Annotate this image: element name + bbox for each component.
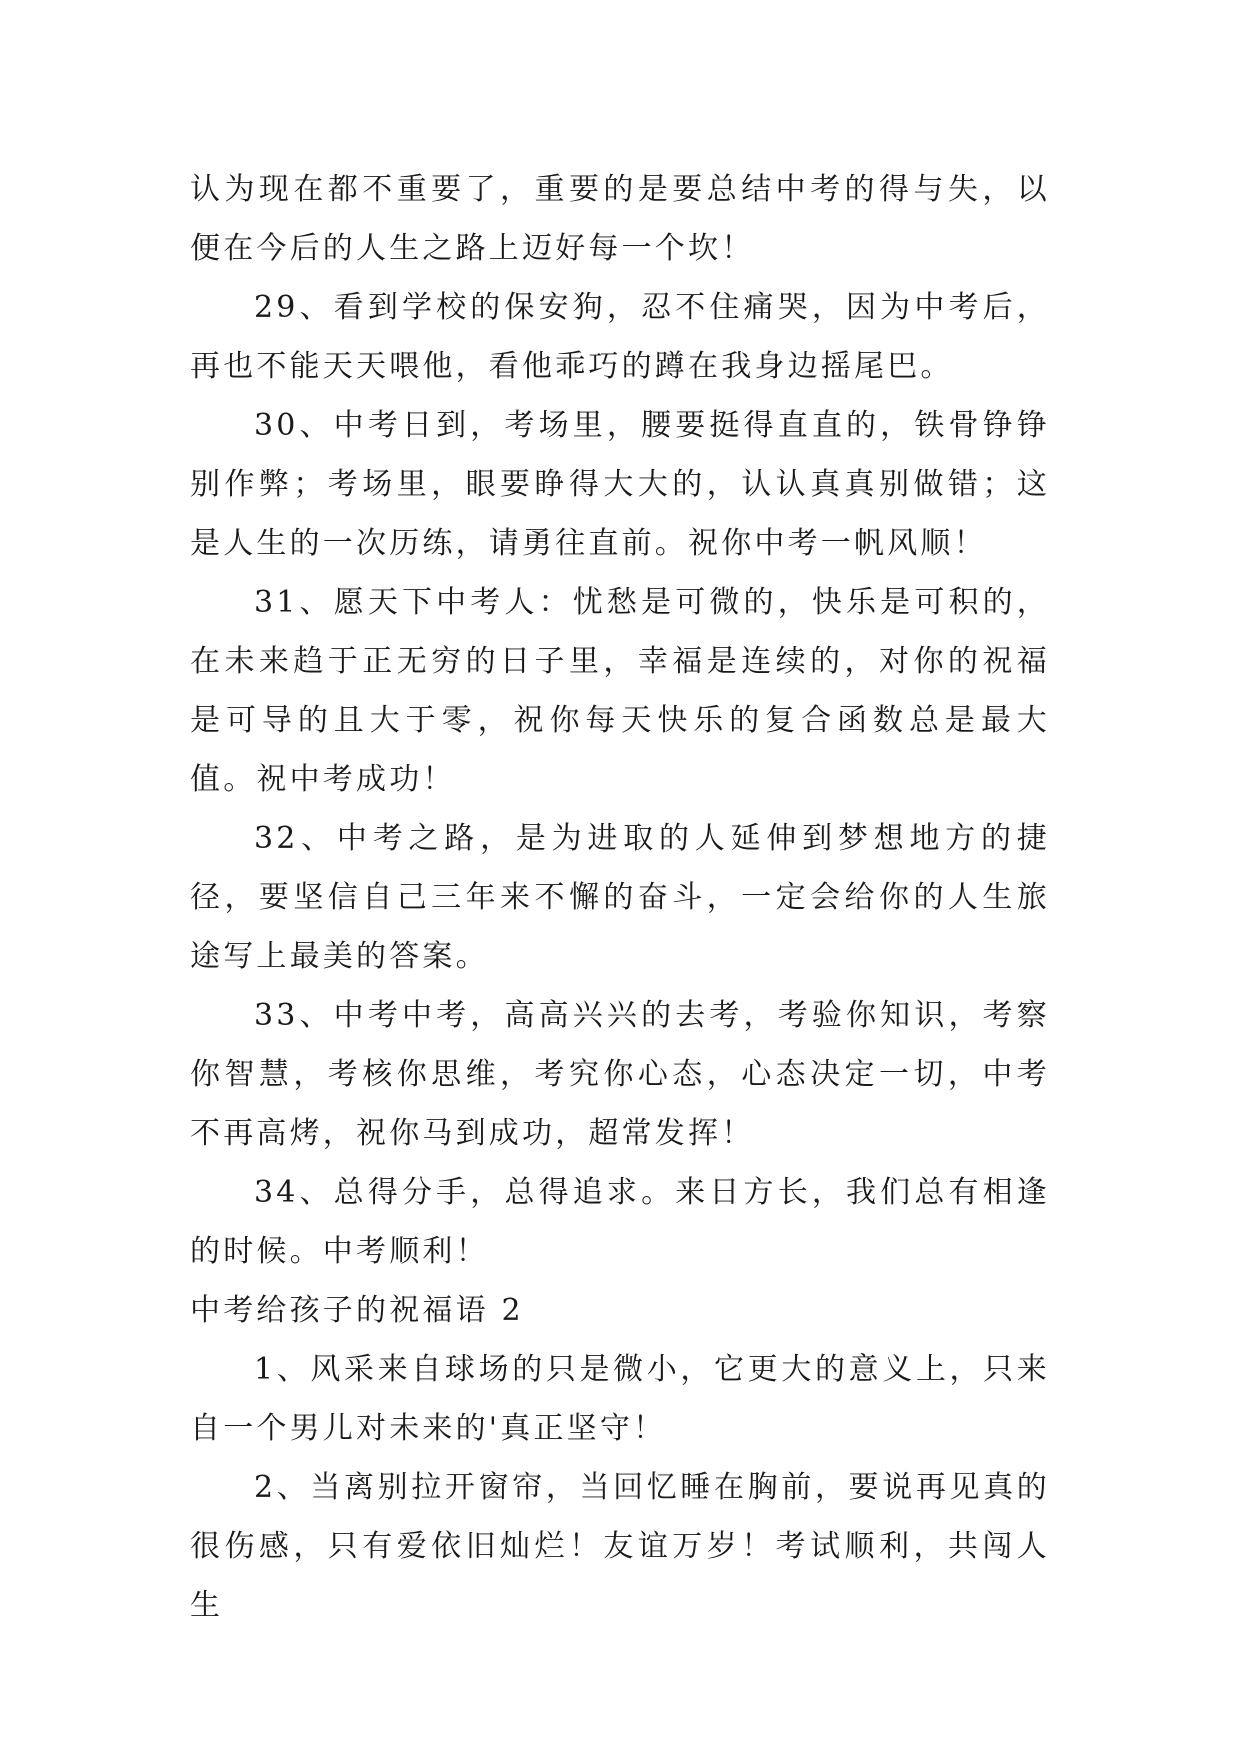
paragraph-1: 1、风采来自球场的只是微小，它更大的意义上，只来自一个男儿对未来的'真正坚守！ [190,1352,1050,1446]
document-body [190,160,1050,1635]
paragraph-30: 30、中考日到，考场里，腰要挺得直直的，铁骨铮铮别作弊；考场里，眼要睁得大大的，认认真真别做错；这是人生的一次历练，请勇往直前。祝你中考一帆风顺！ [190,408,1050,561]
paragraph-28-continuation: 认为现在都不重要了，重要的是要总结中考的得与失，以便在今后的人生之路上迈好每一个坎！ [190,172,1050,266]
paragraph-2: 2、当离别拉开窗帘，当回忆睡在胸前，要说再见真的很伤感，只有爱依旧灿烂！友谊万岁！考试顺利，共闯人生 [190,1470,1050,1623]
paragraph-32: 32、中考之路，是为进取的人延伸到梦想地方的捷径，要坚信自己三年来不懈的奋斗，一定会给你的人生旅途写上最美的答案。 [190,821,1050,974]
paragraph-33: 33、中考中考，高高兴兴的去考，考验你知识，考察你智慧，考核你思维，考究你心态，心态决定一切，中考不再高烤，祝你马到成功，超常发挥！ [190,998,1050,1151]
paragraph-34: 34、总得分手，总得追求。来日方长，我们总有相逢的时候。中考顺利！ [190,1175,1050,1269]
paragraph-29: 29、看到学校的保安狗，忍不住痛哭，因为中考后，再也不能天天喂他，看他乖巧的蹲在我身边摇尾巴。 [190,290,1050,384]
paragraph-31: 31、愿天下中考人：忧愁是可微的，快乐是可积的，在未来趋于正无穷的日子里，幸福是连续的，对你的祝福是可导的且大于零，祝你每天快乐的复合函数总是最大值。祝中考成功！ [190,585,1050,797]
section-heading: 中考给孩子的祝福语 2 [190,1293,524,1328]
